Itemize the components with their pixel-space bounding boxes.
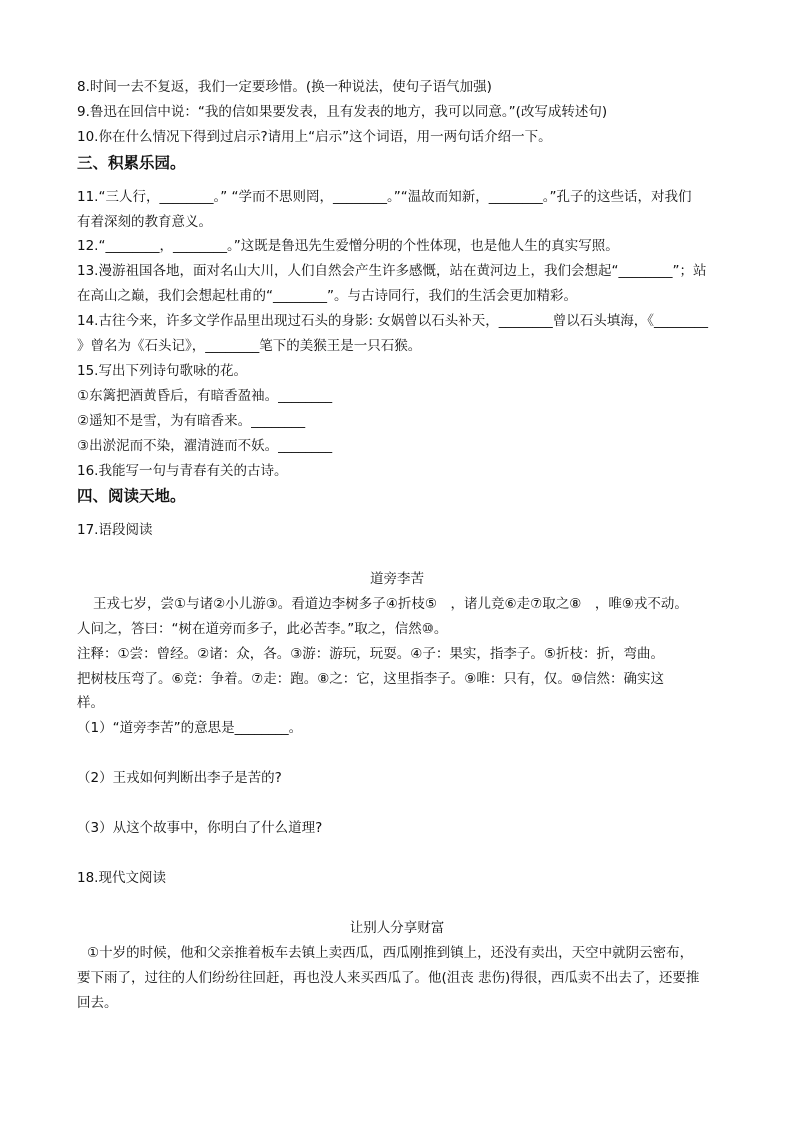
question-15: 15.写出下列诗句歌咏的花。 xyxy=(77,363,247,379)
passage-2-line-2: 要下雨了，过往的人们纷纷往回赶，再也没人来买西瓜了。他(沮丧 悲伤)得很，西瓜卖不出去了，还要推 xyxy=(77,970,700,986)
section-4-heading: 四、阅读天地。 xyxy=(77,487,186,505)
question-17-1: （1）“道旁李苦”的意思是________。 xyxy=(77,720,303,736)
notes-line-1: 注释：①尝：曾经。②诸：众，各。③游：游玩，玩耍。④子：果实，指李子。⑤折枝：折，弯曲。 xyxy=(77,646,665,662)
notes-line-3: 样。 xyxy=(77,695,104,711)
question-14-line-2: 》曾名为《石头记》，________笔下的美猴王是一只石猴。 xyxy=(77,338,422,354)
question-15-item-2: ②遥知不是雪，为有暗香来。________ xyxy=(77,413,306,429)
question-13-line-2: 在高山之巅，我们会想起杜甫的“________”。与古诗同行，我们的生活会更加精彩。 xyxy=(77,288,577,304)
question-18-label: 18.现代文阅读 xyxy=(77,870,166,886)
question-11-line-2: 有着深刻的教育意义。 xyxy=(77,214,212,230)
question-15-item-3: ③出淤泥而不染，濯清涟而不妖。________ xyxy=(77,438,333,454)
question-16: 16.我能写一句与青春有关的古诗。 xyxy=(77,463,288,479)
notes-line-2: 把树枝压弯了。⑥竞：争着。⑦走：跑。⑧之：它，这里指李子。⑨唯：只有，仅。⑩信然：确实这 xyxy=(77,671,665,687)
question-11-line-1: 11.“三人行，________。” “学而不思则罔，________。”“温故而知新，________。”孔子的这些话，对我们 xyxy=(77,189,692,205)
question-12: 12.“________，________。”这既是鲁迅先生爱憎分明的个性体现，也是他人生的真实写照。 xyxy=(77,238,619,254)
question-10: 10.你在什么情况下得到过启示?请用上“启示”这个词语，用一两句话介绍一下。 xyxy=(77,129,552,145)
question-9: 9.鲁迅在回信中说：“我的信如果要发表，且有发表的地方，我可以同意。”(改写成转述句) xyxy=(77,104,608,120)
question-17-3: （3）从这个故事中，你明白了什么道理? xyxy=(77,820,323,836)
passage-2-title: 让别人分享财富 xyxy=(349,920,445,936)
question-15-item-1: ①东篱把酒黄昏后，有暗香盈袖。________ xyxy=(77,388,333,404)
question-17-label: 17.语段阅读 xyxy=(77,522,153,538)
passage-1-line-1: 王戎七岁，尝①与诸②小儿游③。看道边李树多子④折枝⑤ ，诸儿竞⑥走⑦取之⑧ ，唯⑨戎不动。 xyxy=(93,596,688,612)
question-8: 8.时间一去不复返，我们一定要珍惜。(换一种说法，使句子语气加强) xyxy=(77,79,492,95)
passage-2-line-1: ①十岁的时候，他和父亲推着板车去镇上卖西瓜，西瓜刚推到镇上，还没有卖出，天空中就阴云密布， xyxy=(87,945,694,961)
question-13-line-1: 13.漫游祖国各地，面对名山大川，人们自然会产生许多感慨，站在黄河边上，我们会想起“________”；站 xyxy=(77,263,707,279)
question-14-line-1: 14.古往今来，许多文学作品里出现过石头的身影: 女娲曾以石头补天，________曾以石头填海，《________ xyxy=(77,313,709,329)
section-3-heading: 三、积累乐园。 xyxy=(77,154,186,172)
passage-2-line-3: 回去。 xyxy=(77,995,118,1011)
passage-1-line-2: 人问之，答曰：“树在道旁而多子，此必苦李。”取之，信然⑩。 xyxy=(77,621,448,637)
passage-1-title: 道旁李苦 xyxy=(370,571,424,587)
question-17-2: （2）王戎如何判断出李子是苦的? xyxy=(77,770,282,786)
